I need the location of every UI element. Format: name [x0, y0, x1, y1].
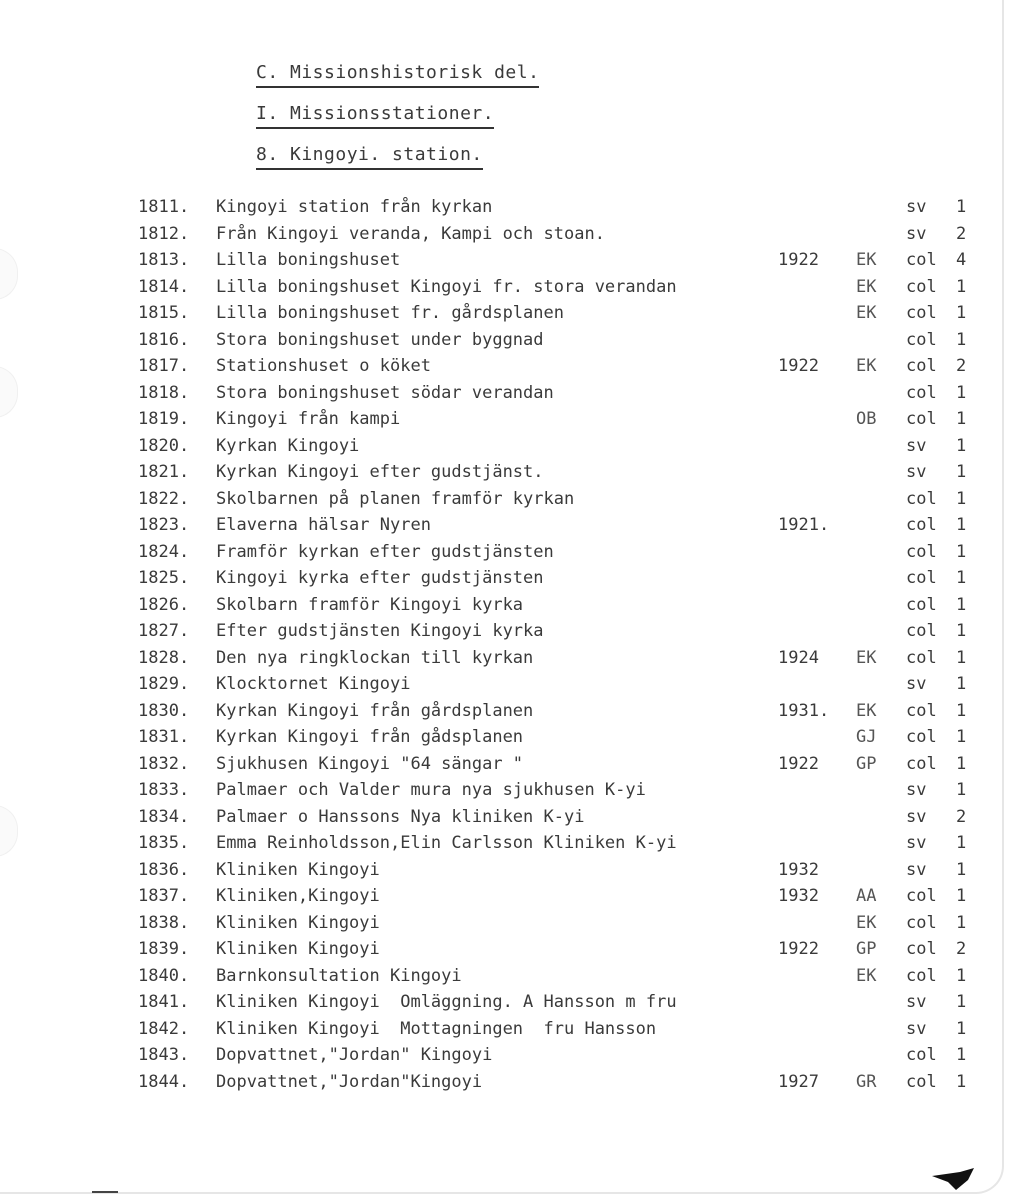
station-heading: 8. Kingoyi. station.	[256, 144, 483, 170]
entry-row	[138, 647, 978, 674]
entry-format: col	[906, 886, 937, 906]
entry-row	[138, 938, 978, 965]
entry-number: 1822.	[138, 488, 190, 509]
entry-description: Stationshuset o köket	[216, 356, 431, 376]
entry-number: 1817.	[138, 356, 190, 376]
entry-count: 1	[956, 276, 967, 297]
entry-format: sv	[906, 833, 927, 853]
entry-year: 1922	[778, 939, 819, 959]
entry-number: 1838.	[138, 912, 190, 933]
entry-format: col	[906, 276, 937, 297]
entry-number: 1839.	[138, 939, 190, 959]
entry-count: 2	[956, 806, 967, 827]
entry-count: 1	[956, 753, 967, 774]
entry-photographer: GP	[856, 939, 877, 959]
entry-number: 1833.	[138, 780, 190, 800]
entry-number: 1844.	[138, 1071, 190, 1092]
entry-description: Sjukhusen Kingoyi "64 sängar "	[216, 753, 524, 774]
entry-count: 1	[956, 594, 967, 615]
entry-number: 1842.	[138, 1018, 190, 1039]
entry-row	[138, 806, 978, 833]
entry-row	[138, 249, 978, 276]
entry-number: 1829.	[138, 674, 190, 694]
entry-format: col	[906, 488, 937, 509]
entry-format: sv	[906, 435, 927, 456]
entry-description: Kliniken,Kingoyi	[216, 886, 380, 906]
entry-row	[138, 1044, 978, 1071]
entry-number: 1835.	[138, 833, 190, 853]
entry-format: col	[906, 594, 937, 615]
entry-count: 2	[956, 356, 967, 376]
entry-description: Lilla boningshuset	[216, 250, 401, 270]
section-heading: C. Missionshistorisk del.	[256, 62, 539, 88]
entry-number: 1814.	[138, 276, 190, 297]
entry-count: 1	[956, 488, 967, 509]
entry-format: col	[906, 409, 937, 429]
entry-count: 1	[956, 621, 967, 641]
entry-format: sv	[906, 223, 927, 244]
entry-description: Skolbarn framför Kingoyi kyrka	[216, 594, 524, 615]
entry-format: sv	[906, 806, 927, 827]
entry-row	[138, 408, 978, 435]
entry-count: 4	[956, 250, 967, 270]
entry-number: 1824.	[138, 541, 190, 562]
entry-count: 1	[956, 329, 967, 350]
entry-row	[138, 382, 978, 409]
entry-count: 2	[956, 223, 967, 244]
entry-description: Barnkonsultation Kingoyi	[216, 965, 462, 986]
entry-number: 1821.	[138, 462, 190, 482]
entry-photographer: EK	[856, 356, 877, 376]
entry-year: 1932	[778, 859, 819, 880]
entry-row	[138, 276, 978, 303]
entry-number: 1815.	[138, 303, 190, 323]
entry-format: sv	[906, 462, 927, 482]
entry-format: col	[906, 647, 937, 668]
entry-count: 1	[956, 382, 967, 403]
entry-row	[138, 514, 978, 541]
entry-description: Den nya ringklockan till kyrkan	[216, 647, 534, 668]
entry-year: 1922	[778, 356, 819, 376]
entry-photographer: EK	[856, 250, 877, 270]
punch-hole	[0, 248, 18, 300]
punch-hole	[0, 366, 18, 418]
entry-row	[138, 594, 978, 621]
entry-photographer: EK	[856, 912, 877, 933]
entry-number: 1813.	[138, 250, 190, 270]
entry-count: 1	[956, 197, 967, 217]
entry-description: Kliniken Kingoyi Omläggning. A Hansson m fru	[216, 992, 677, 1012]
entry-count: 1	[956, 303, 967, 323]
entry-number: 1843.	[138, 1045, 190, 1065]
entry-row	[138, 223, 978, 250]
entry-photographer: EK	[856, 276, 877, 297]
entry-format: col	[906, 541, 937, 562]
entry-count: 2	[956, 939, 967, 959]
entry-description: Lilla boningshuset Kingoyi fr. stora verandan	[216, 276, 677, 297]
entry-row	[138, 991, 978, 1018]
entry-year: 1924	[778, 647, 819, 668]
entry-description: Palmaer och Valder mura nya sjukhusen K-yi	[216, 780, 646, 800]
entry-row	[138, 196, 978, 223]
entry-description: Kliniken Kingoyi	[216, 859, 380, 880]
entry-year: 1921.	[778, 515, 830, 535]
entry-description: Emma Reinholdsson,Elin Carlsson Kliniken K-yi	[216, 833, 677, 853]
divider	[92, 1191, 118, 1193]
entry-photographer: EK	[856, 965, 877, 986]
entry-number: 1836.	[138, 859, 190, 880]
entry-row	[138, 700, 978, 727]
entry-number: 1830.	[138, 700, 190, 721]
entry-description: Kliniken Kingoyi	[216, 912, 380, 933]
entry-photographer: AA	[856, 886, 877, 906]
entry-format: sv	[906, 992, 927, 1012]
entry-description: Kliniken Kingoyi Mottagningen fru Hansson	[216, 1018, 657, 1039]
entry-description: Stora boningshuset under byggnad	[216, 329, 544, 350]
entry-format: col	[906, 727, 937, 747]
entry-format: col	[906, 382, 937, 403]
entry-description: Elaverna hälsar Nyren	[216, 515, 431, 535]
corner-mark-icon	[930, 1166, 976, 1192]
entry-format: col	[906, 912, 937, 933]
entry-description: Kyrkan Kingoyi efter gudstjänst.	[216, 462, 544, 482]
entry-format: col	[906, 250, 937, 270]
entry-year: 1931.	[778, 700, 830, 721]
entry-number: 1823.	[138, 515, 190, 535]
entry-description: Kyrkan Kingoyi från gådsplanen	[216, 727, 524, 747]
entry-description: Från Kingoyi veranda, Kampi och stoan.	[216, 223, 605, 244]
entry-format: sv	[906, 674, 927, 694]
entry-count: 1	[956, 515, 967, 535]
entry-number: 1834.	[138, 806, 190, 827]
entry-number: 1827.	[138, 621, 190, 641]
entry-description: Kliniken Kingoyi	[216, 939, 380, 959]
entry-row	[138, 912, 978, 939]
entry-count: 1	[956, 435, 967, 456]
entry-row	[138, 885, 978, 912]
entry-description: Skolbarnen på planen framför kyrkan	[216, 488, 575, 509]
entry-format: col	[906, 515, 937, 535]
entry-number: 1820.	[138, 435, 190, 456]
entry-number: 1841.	[138, 992, 190, 1012]
entry-row	[138, 673, 978, 700]
entry-format: col	[906, 356, 937, 376]
entry-format: col	[906, 1071, 937, 1092]
entry-description: Framför kyrkan efter gudstjänsten	[216, 541, 554, 562]
entry-number: 1837.	[138, 886, 190, 906]
entry-count: 1	[956, 409, 967, 429]
entry-description: Kyrkan Kingoyi från gårdsplanen	[216, 700, 534, 721]
entry-format: col	[906, 329, 937, 350]
entry-row	[138, 1071, 978, 1098]
entry-number: 1832.	[138, 753, 190, 774]
entry-row	[138, 567, 978, 594]
entry-number: 1825.	[138, 568, 190, 588]
entry-number: 1831.	[138, 727, 190, 747]
entry-number: 1811.	[138, 197, 190, 217]
entry-year: 1922	[778, 250, 819, 270]
entry-row	[138, 859, 978, 886]
entry-count: 1	[956, 992, 967, 1012]
entry-row	[138, 435, 978, 462]
entry-photographer: OB	[856, 409, 877, 429]
entry-row	[138, 1018, 978, 1045]
entry-format: col	[906, 303, 937, 323]
entry-photographer: GR	[856, 1071, 877, 1092]
entry-format: col	[906, 1045, 937, 1065]
entry-row	[138, 832, 978, 859]
entry-row	[138, 779, 978, 806]
entry-description: Palmaer o Hanssons Nya kliniken K-yi	[216, 806, 585, 827]
entry-count: 1	[956, 462, 967, 482]
entry-row	[138, 541, 978, 568]
entry-photographer: GJ	[856, 727, 877, 747]
entry-count: 1	[956, 833, 967, 853]
entry-year: 1927	[778, 1071, 819, 1092]
punch-hole	[0, 805, 18, 857]
entry-description: Dopvattnet,"Jordan" Kingoyi	[216, 1045, 493, 1065]
entry-photographer: EK	[856, 700, 877, 721]
entry-photographer: EK	[856, 647, 877, 668]
entry-row	[138, 329, 978, 356]
entry-number: 1816.	[138, 329, 190, 350]
entry-count: 1	[956, 965, 967, 986]
entry-count: 1	[956, 541, 967, 562]
entry-row	[138, 355, 978, 382]
entry-description: Dopvattnet,"Jordan"Kingoyi	[216, 1071, 483, 1092]
entry-format: col	[906, 621, 937, 641]
entry-format: sv	[906, 859, 927, 880]
entry-format: sv	[906, 197, 927, 217]
entry-format: sv	[906, 1018, 927, 1039]
entry-number: 1826.	[138, 594, 190, 615]
entry-format: sv	[906, 780, 927, 800]
entry-format: col	[906, 965, 937, 986]
entry-row	[138, 965, 978, 992]
entry-count: 1	[956, 647, 967, 668]
entry-description: Efter gudstjänsten Kingoyi kyrka	[216, 621, 544, 641]
subsection-heading: I. Missionsstationer.	[256, 103, 494, 129]
entry-format: col	[906, 700, 937, 721]
entry-number: 1818.	[138, 382, 190, 403]
entry-photographer: GP	[856, 753, 877, 774]
entry-row	[138, 753, 978, 780]
entry-count: 1	[956, 912, 967, 933]
entry-description: Kingoyi station från kyrkan	[216, 197, 493, 217]
entry-format: col	[906, 568, 937, 588]
entry-description: Klocktornet Kingoyi	[216, 674, 411, 694]
entry-number: 1812.	[138, 223, 190, 244]
entry-number: 1828.	[138, 647, 190, 668]
entry-format: col	[906, 939, 937, 959]
entry-number: 1840.	[138, 965, 190, 986]
entry-photographer: EK	[856, 303, 877, 323]
entry-count: 1	[956, 674, 967, 694]
entry-count: 1	[956, 1071, 967, 1092]
entry-description: Kyrkan Kingoyi	[216, 435, 360, 456]
entry-year: 1932	[778, 886, 819, 906]
entry-description: Lilla boningshuset fr. gårdsplanen	[216, 303, 564, 323]
entry-list	[138, 196, 978, 1097]
entry-row	[138, 461, 978, 488]
entry-count: 1	[956, 700, 967, 721]
entry-row	[138, 726, 978, 753]
entry-count: 1	[956, 1045, 967, 1065]
entry-count: 1	[956, 780, 967, 800]
entry-count: 1	[956, 727, 967, 747]
entry-format: col	[906, 753, 937, 774]
entry-description: Kingoyi från kampi	[216, 409, 401, 429]
entry-count: 1	[956, 859, 967, 880]
entry-year: 1922	[778, 753, 819, 774]
entry-count: 1	[956, 568, 967, 588]
entry-count: 1	[956, 1018, 967, 1039]
entry-row	[138, 620, 978, 647]
entry-description: Kingoyi kyrka efter gudstjänsten	[216, 568, 544, 588]
entry-number: 1819.	[138, 409, 190, 429]
entry-row	[138, 488, 978, 515]
entry-count: 1	[956, 886, 967, 906]
entry-row	[138, 302, 978, 329]
entry-description: Stora boningshuset södar verandan	[216, 382, 554, 403]
